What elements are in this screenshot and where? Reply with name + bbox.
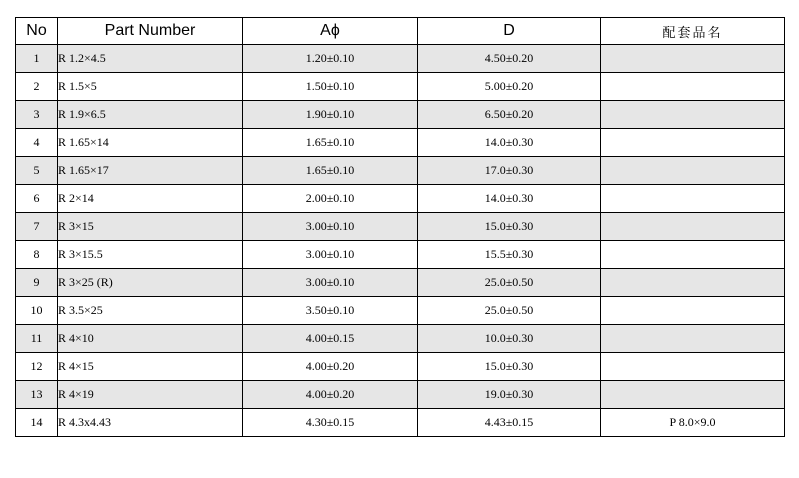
- cell-d: 4.50±0.20: [418, 45, 601, 73]
- cell-part-number: R 4×19: [58, 381, 243, 409]
- cell-mating-part-name: [601, 241, 785, 269]
- cell-mating-part-name: [601, 101, 785, 129]
- cell-a-diameter: 1.65±0.10: [243, 157, 418, 185]
- cell-d: 19.0±0.30: [418, 381, 601, 409]
- cell-no: 6: [16, 185, 58, 213]
- cell-a-diameter: 3.00±0.10: [243, 241, 418, 269]
- cell-part-number: R 1.9×6.5: [58, 101, 243, 129]
- cell-part-number: R 1.65×14: [58, 129, 243, 157]
- cell-no: 4: [16, 129, 58, 157]
- cell-a-diameter: 1.50±0.10: [243, 73, 418, 101]
- cell-d: 15.5±0.30: [418, 241, 601, 269]
- cell-d: 5.00±0.20: [418, 73, 601, 101]
- cell-no: 8: [16, 241, 58, 269]
- table-row: [16, 185, 785, 213]
- table-row: [16, 381, 785, 409]
- cell-no: 13: [16, 381, 58, 409]
- cell-d: 10.0±0.30: [418, 325, 601, 353]
- cell-no: 3: [16, 101, 58, 129]
- cell-no: 7: [16, 213, 58, 241]
- table-row: [16, 213, 785, 241]
- cell-part-number: R 3×25 (R): [58, 269, 243, 297]
- cell-part-number: R 4×10: [58, 325, 243, 353]
- cell-mating-part-name: [601, 297, 785, 325]
- cell-mating-part-name: [601, 157, 785, 185]
- col-header-a-diameter: Aϕ: [243, 18, 418, 45]
- cell-d: 4.43±0.15: [418, 409, 601, 437]
- cell-part-number: R 4×15: [58, 353, 243, 381]
- cell-d: 6.50±0.20: [418, 101, 601, 129]
- col-header-part-number: Part Number: [58, 18, 243, 45]
- cell-d: 14.0±0.30: [418, 185, 601, 213]
- table-row: [16, 129, 785, 157]
- cell-mating-part-name: [601, 185, 785, 213]
- cell-d: 25.0±0.50: [418, 297, 601, 325]
- cell-a-diameter: 4.00±0.15: [243, 325, 418, 353]
- cell-no: 11: [16, 325, 58, 353]
- cell-a-diameter: 3.00±0.10: [243, 269, 418, 297]
- cell-mating-part-name: [601, 73, 785, 101]
- col-header-no: No: [16, 18, 58, 45]
- cell-d: 15.0±0.30: [418, 353, 601, 381]
- col-header-d: D: [418, 18, 601, 45]
- cell-no: 1: [16, 45, 58, 73]
- cell-mating-part-name: P 8.0×9.0: [601, 409, 785, 437]
- cell-a-diameter: 4.30±0.15: [243, 409, 418, 437]
- cell-mating-part-name: [601, 269, 785, 297]
- cell-part-number: R 3.5×25: [58, 297, 243, 325]
- cell-no: 12: [16, 353, 58, 381]
- table-row: [16, 409, 785, 437]
- table-row: [16, 101, 785, 129]
- cell-a-diameter: 1.65±0.10: [243, 129, 418, 157]
- cell-no: 14: [16, 409, 58, 437]
- cell-d: 17.0±0.30: [418, 157, 601, 185]
- cell-part-number: R 1.2×4.5: [58, 45, 243, 73]
- cell-no: 9: [16, 269, 58, 297]
- cell-mating-part-name: [601, 129, 785, 157]
- cell-a-diameter: 2.00±0.10: [243, 185, 418, 213]
- table-row: [16, 325, 785, 353]
- table-row: [16, 241, 785, 269]
- table-row: [16, 269, 785, 297]
- table-row: [16, 73, 785, 101]
- cell-a-diameter: 4.00±0.20: [243, 381, 418, 409]
- cell-a-diameter: 4.00±0.20: [243, 353, 418, 381]
- cell-part-number: R 3×15.5: [58, 241, 243, 269]
- cell-d: 15.0±0.30: [418, 213, 601, 241]
- cell-a-diameter: 1.90±0.10: [243, 101, 418, 129]
- cell-no: 2: [16, 73, 58, 101]
- cell-part-number: R 3×15: [58, 213, 243, 241]
- cell-mating-part-name: [601, 353, 785, 381]
- cell-a-diameter: 3.00±0.10: [243, 213, 418, 241]
- cell-mating-part-name: [601, 381, 785, 409]
- cell-a-diameter: 3.50±0.10: [243, 297, 418, 325]
- table-row: [16, 297, 785, 325]
- table-row: [16, 45, 785, 73]
- header-row: [16, 18, 785, 45]
- cell-part-number: R 1.5×5: [58, 73, 243, 101]
- cell-d: 25.0±0.50: [418, 269, 601, 297]
- cell-d: 14.0±0.30: [418, 129, 601, 157]
- cell-no: 10: [16, 297, 58, 325]
- table-row: [16, 353, 785, 381]
- cell-mating-part-name: [601, 213, 785, 241]
- table-row: [16, 157, 785, 185]
- col-header-mating-part-name: 配套品名: [601, 18, 785, 45]
- cell-part-number: R 1.65×17: [58, 157, 243, 185]
- cell-mating-part-name: [601, 45, 785, 73]
- cell-a-diameter: 1.20±0.10: [243, 45, 418, 73]
- cell-no: 5: [16, 157, 58, 185]
- cell-part-number: R 2×14: [58, 185, 243, 213]
- cell-mating-part-name: [601, 325, 785, 353]
- parts-table: [15, 17, 785, 437]
- cell-part-number: R 4.3x4.43: [58, 409, 243, 437]
